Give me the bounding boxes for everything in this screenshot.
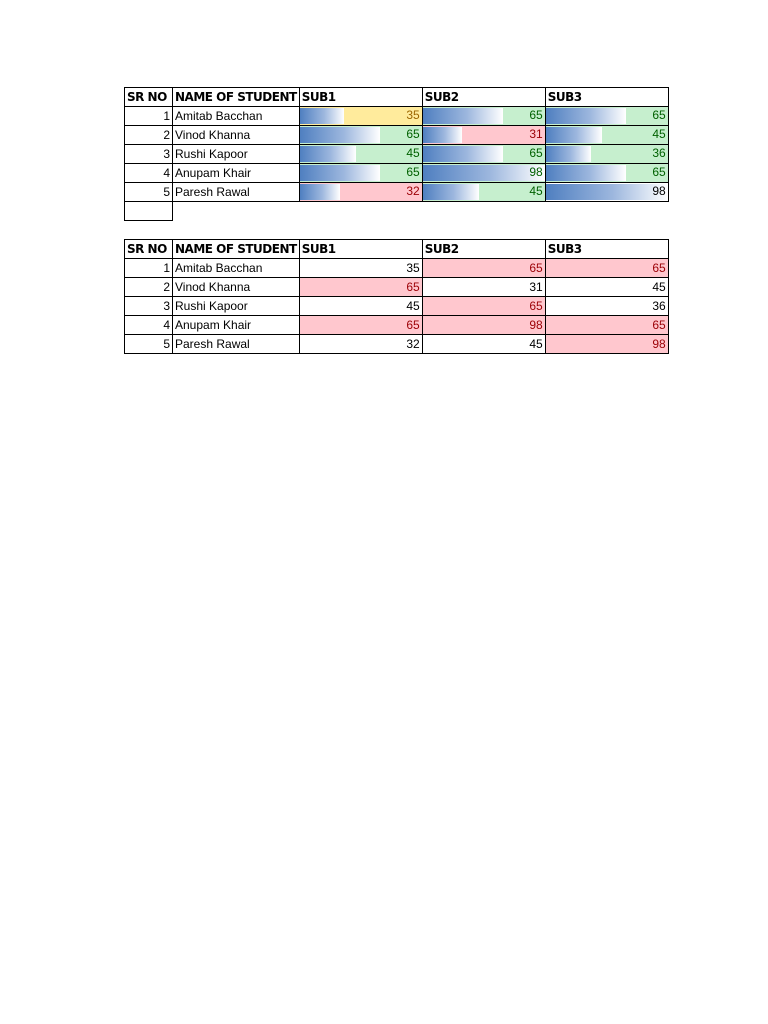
sr-no-cell[interactable]: 2	[125, 278, 173, 297]
sub1-cell[interactable]: 65	[299, 316, 422, 335]
sr-no-cell[interactable]: 5	[125, 335, 173, 354]
sub3-cell[interactable]: 65	[545, 259, 668, 278]
score-value: 32	[406, 184, 420, 198]
sub1-cell[interactable]: 45	[299, 297, 422, 316]
student-name-cell[interactable]: Amitab Bacchan	[173, 259, 300, 278]
student-name-cell[interactable]: Rushi Kapoor	[173, 297, 300, 316]
score-value: 65	[406, 165, 420, 179]
sub2-cell[interactable]	[422, 183, 545, 202]
score-value: 45	[652, 127, 666, 141]
table-row	[125, 278, 669, 297]
header-name-of-student[interactable]: NAME OF STUDENT	[173, 240, 300, 259]
student-name-cell[interactable]: Amitab Bacchan	[173, 107, 300, 126]
score-value: 98	[529, 165, 543, 179]
student-name-cell[interactable]: Paresh Rawal	[173, 183, 300, 202]
spacer-row	[125, 202, 669, 221]
sub1-cell[interactable]: 35	[299, 259, 422, 278]
empty-cell[interactable]	[173, 202, 300, 221]
highlight-table	[124, 239, 669, 354]
header-sub1[interactable]: SUB1	[299, 88, 422, 107]
header-row	[125, 88, 669, 107]
header-sub2[interactable]: SUB2	[422, 88, 545, 107]
table-row	[125, 297, 669, 316]
score-value: 35	[406, 108, 420, 122]
sub2-cell[interactable]: 65	[422, 297, 545, 316]
sub3-cell[interactable]: 65	[545, 316, 668, 335]
score-value: 65	[652, 165, 666, 179]
empty-cell[interactable]	[299, 202, 422, 221]
score-value: 36	[652, 146, 666, 160]
header-sub3[interactable]: SUB3	[545, 240, 668, 259]
empty-cell[interactable]	[125, 202, 173, 221]
table-row	[125, 164, 669, 183]
data-bar	[423, 165, 545, 181]
table-row	[125, 335, 669, 354]
header-sr-no[interactable]: SR NO	[125, 88, 173, 107]
header-name-of-student[interactable]: NAME OF STUDENT	[173, 88, 300, 107]
data-bar	[300, 184, 340, 200]
score-value: 45	[406, 146, 420, 160]
score-value: 31	[529, 127, 543, 141]
header-sr-no[interactable]: SR NO	[125, 240, 173, 259]
sub2-cell[interactable]	[422, 145, 545, 164]
sr-no-cell[interactable]: 5	[125, 183, 173, 202]
sub2-cell[interactable]	[422, 126, 545, 145]
sub3-cell[interactable]	[545, 126, 668, 145]
sub2-cell[interactable]: 65	[422, 259, 545, 278]
student-name-cell[interactable]: Anupam Khair	[173, 316, 300, 335]
header-sub3[interactable]: SUB3	[545, 88, 668, 107]
data-bar	[546, 127, 602, 143]
score-value: 65	[529, 146, 543, 160]
sub2-cell[interactable]	[422, 164, 545, 183]
header-sub2[interactable]: SUB2	[422, 240, 545, 259]
sr-no-cell[interactable]: 4	[125, 316, 173, 335]
data-bar	[546, 108, 627, 124]
data-bar	[546, 184, 668, 200]
sub3-cell[interactable]	[545, 164, 668, 183]
student-name-cell[interactable]: Paresh Rawal	[173, 335, 300, 354]
student-name-cell[interactable]: Vinod Khanna	[173, 126, 300, 145]
header-sub1[interactable]: SUB1	[299, 240, 422, 259]
sub2-cell[interactable]	[422, 107, 545, 126]
sub1-cell[interactable]	[299, 126, 422, 145]
data-bar	[546, 146, 591, 162]
sub1-cell[interactable]: 65	[299, 278, 422, 297]
data-bar	[300, 165, 381, 181]
data-bar	[300, 108, 344, 124]
sub2-cell[interactable]: 98	[422, 316, 545, 335]
data-bar-table	[124, 87, 669, 221]
sr-no-cell[interactable]: 1	[125, 107, 173, 126]
sub1-cell[interactable]	[299, 183, 422, 202]
empty-cell[interactable]	[422, 202, 545, 221]
empty-cell[interactable]	[545, 202, 668, 221]
sub2-cell[interactable]: 45	[422, 335, 545, 354]
header-row	[125, 240, 669, 259]
sr-no-cell[interactable]: 1	[125, 259, 173, 278]
sub1-cell[interactable]	[299, 107, 422, 126]
table-row	[125, 183, 669, 202]
table-row	[125, 107, 669, 126]
sr-no-cell[interactable]: 2	[125, 126, 173, 145]
table-row	[125, 126, 669, 145]
sub3-cell[interactable]: 45	[545, 278, 668, 297]
data-bar	[300, 146, 356, 162]
table-row	[125, 145, 669, 164]
sr-no-cell[interactable]: 3	[125, 145, 173, 164]
sub3-cell[interactable]	[545, 183, 668, 202]
data-bar	[423, 146, 504, 162]
sub3-cell[interactable]	[545, 107, 668, 126]
score-value: 65	[406, 127, 420, 141]
sub1-cell[interactable]	[299, 164, 422, 183]
sub3-cell[interactable]: 98	[545, 335, 668, 354]
sub1-cell[interactable]: 32	[299, 335, 422, 354]
score-value: 65	[529, 108, 543, 122]
table-row	[125, 259, 669, 278]
data-bar	[300, 127, 381, 143]
student-name-cell[interactable]: Anupam Khair	[173, 164, 300, 183]
sr-no-cell[interactable]: 4	[125, 164, 173, 183]
sub1-cell[interactable]	[299, 145, 422, 164]
data-bar	[423, 184, 479, 200]
score-value: 98	[652, 184, 666, 198]
sub2-cell[interactable]: 31	[422, 278, 545, 297]
score-value: 65	[652, 108, 666, 122]
data-bar	[423, 108, 504, 124]
sub3-cell[interactable]: 36	[545, 297, 668, 316]
table-row	[125, 316, 669, 335]
student-name-cell[interactable]: Rushi Kapoor	[173, 145, 300, 164]
sub3-cell[interactable]	[545, 145, 668, 164]
data-bar	[546, 165, 627, 181]
sr-no-cell[interactable]: 3	[125, 297, 173, 316]
student-name-cell[interactable]: Vinod Khanna	[173, 278, 300, 297]
data-bar	[423, 127, 462, 143]
score-value: 45	[529, 184, 543, 198]
